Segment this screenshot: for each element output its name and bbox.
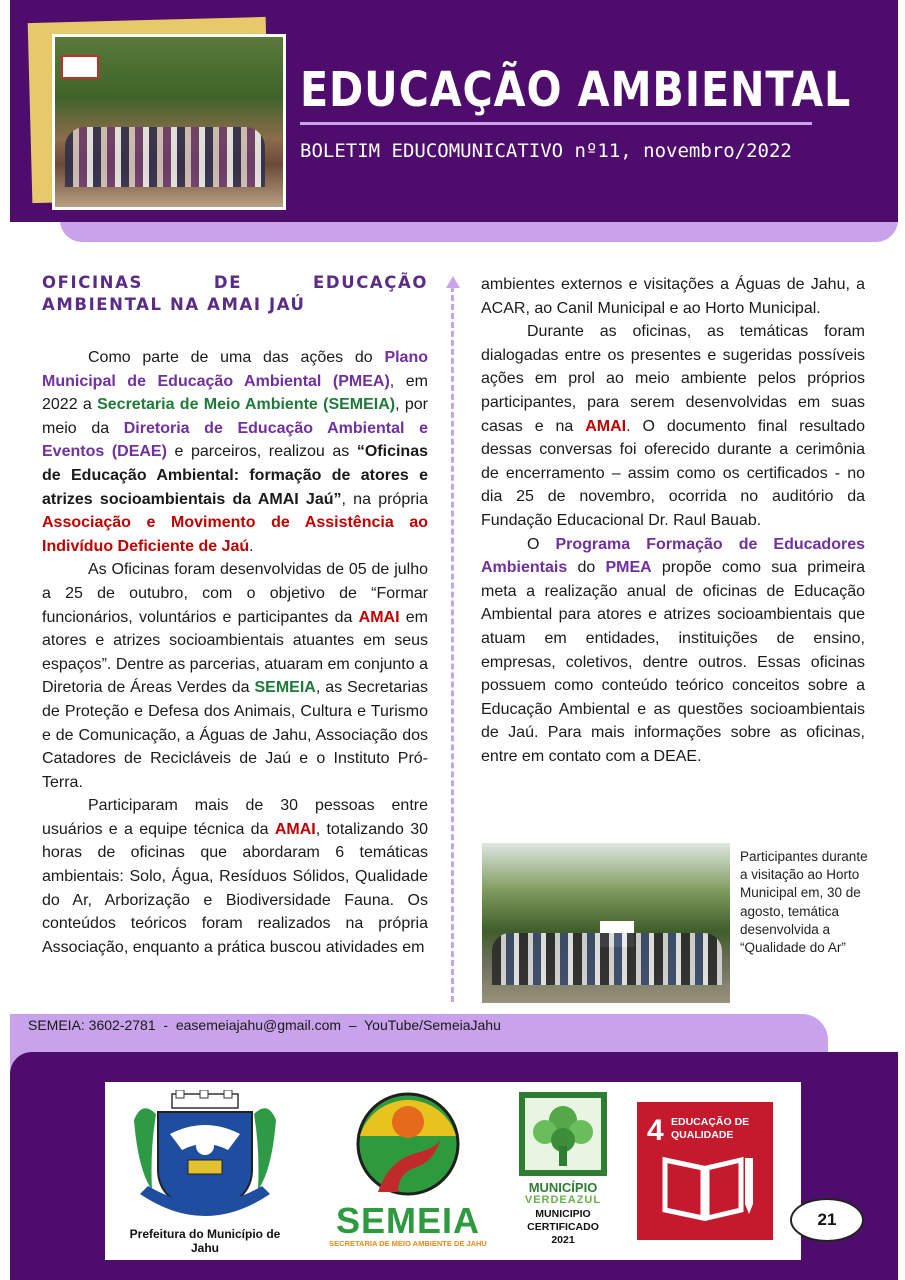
associacao-highlight: Associação e Movimento de Assistência ao Indivíduo Deficiente de Jaú [42, 514, 428, 555]
semeia-emblem-icon [318, 1092, 498, 1198]
ods-label: EDUCAÇÃO DE QUALIDADE [671, 1116, 750, 1141]
prefeitura-logo [120, 1090, 290, 1255]
semeia-highlight: SEMEIA [254, 679, 316, 697]
page-number: 21 [790, 1198, 864, 1242]
left-column [42, 272, 428, 959]
pmea-highlight: Plano Municipal de Educação Ambiental (PMEA) [42, 349, 428, 390]
semeia-highlight: Secretaria de Meio Ambiente (SEMEIA) [97, 396, 396, 414]
verde-municipio: MUNICÍPIO [528, 1180, 598, 1195]
paragraph-3: Participaram mais de 30 pessoas entre usuários e a equipe técnica da AMAI, totalizando 30 horas de oficinas que abordaram 6 temáticas ambientais: Solo, Água, Resíduos Sólidos, Qualidade do Ar, Arborização e Biodiversidade Fauna. Os conteúdos teóricos foram realizados na própria Associação, enquanto a prática buscou atividades em [42, 797, 428, 956]
title-underline [300, 122, 812, 125]
amai-highlight: AMAI [274, 820, 316, 838]
verde-certification: MUNICIPIO CERTIFICADO 2021 [527, 1208, 599, 1246]
verde-azul-logo [515, 1090, 611, 1250]
photo-sign [61, 55, 99, 79]
photo-people [65, 127, 265, 187]
pmea-highlight: PMEA [605, 559, 652, 577]
newsletter-subtitle: BOLETIM EDUCOMUNICATIVO nº11, novembro/2022 [300, 140, 792, 162]
paragraph-5: O Programa Formação de Educadores Ambientais do PMEA propõe como sua primeira meta a realização anual de oficinas de Educação Ambiental para atores e atrizes socioambientais que atuam em entidades, instituições de ensino, empresas, coletivos, dentre outros. Essas oficinas possuem como conteúdo teórico conceitos sobre a Educação Ambiental e as questões socioambientais de Jaú. Para mais informações sobre as oficinas, entre em contato com a DEAE. [481, 535, 866, 765]
contact-info: SEMEIA: 3602-2781 - easemeiajahu@gmail.com – YouTube/SemeiaJahu [28, 1017, 501, 1033]
photo-participants [492, 933, 722, 985]
paragraph-1: Como parte de uma das ações do Plano Municipal de Educação Ambiental (PMEA), em 2022 a Secretaria de Meio Ambiente (SEMEIA), por meio da Diretoria de Educação Ambiental e Eventos (DEAE) e parceiros, realizou as “Oficinas de Educação Ambiental: formação de atores e atrizes socioambientais da AMAI Jaú”, na própria Associação e Movimento de Assistência ao Indivíduo Deficiente de Jaú. [42, 349, 429, 555]
horto-visit-photo [482, 843, 730, 1003]
header-group-photo [52, 34, 286, 210]
newsletter-title: EDUCAÇÃO AMBIENTAL [300, 62, 852, 118]
verde-azul-label: VERDEAZUL [524, 1194, 602, 1206]
programa-highlight: Programa Formação de Educadores Ambientais [481, 535, 865, 577]
oficinas-title-highlight: “Oficinas de Educação Ambiental: formação de atores e atrizes socioambientais da AMAI Jaú” [42, 443, 428, 508]
semeia-wordmark: SEMEIA [335, 1200, 481, 1241]
paragraph-3-continued: ambientes externos e visitações a Águas de Jahu, a ACAR, ao Canil Municipal e ao Horto Municipal. [481, 276, 865, 317]
book-pencil-icon [637, 1102, 773, 1240]
semeia-logo [318, 1092, 498, 1252]
prefeitura-label: Prefeitura do Município de Jahu [129, 1227, 281, 1255]
right-column [481, 273, 865, 768]
tree-icon [515, 1090, 611, 1178]
semeia-subtitle: SECRETARIA DE MEIO AMBIENTE DE JAHU [329, 1239, 487, 1248]
ods-number: 4 [647, 1114, 664, 1147]
article-title: OFICINAS DE EDUCAÇÃO AMBIENTAL NA AMAI JAÚ [42, 273, 428, 314]
amai-highlight: AMAI [358, 608, 400, 626]
amai-highlight: AMAI [585, 417, 627, 435]
photo-caption: Participantes durante a visitação ao Horto Municipal em, 30 de agosto, temática desenvolvida a “Qualidade do Ar” [740, 849, 868, 956]
jahu-coat-of-arms-icon [120, 1090, 290, 1235]
deae-highlight: Diretoria de Educação Ambiental e Eventos (DEAE) [42, 419, 428, 461]
paragraph-2: As Oficinas foram desenvolvidas de 05 de julho a 25 de outubro, com o objetivo de “Formar funcionários, voluntários e participantes da AMAI em atores e atrizes socioambientais atuantes em seus espaços”. Dentre as parcerias, atuaram em conjunto a Diretoria de Áreas Verdes da SEMEIA, as Secretarias de Proteção e Defesa dos Animais, Cultura e Turismo e de Comunicação, a Águas de Jahu, Associação dos Catadores de Recicláveis de Jaú e o Instituto Pró-Terra. [42, 561, 429, 791]
paragraph-4: Durante as oficinas, as temáticas foram dialogadas entre os presentes e sugeridas possíveis ações em prol ao meio ambiente pelos próprios participantes, para serem desenvolvidas em suas casas e na AMAI. O documento final resultado dessas conversas foi oferecido durante a cerimônia de encerramento – assim como os certificados - no dia 25 de novembro, ocorrida no auditório da Fundação Educacional Dr. Raul Bauab. [481, 323, 865, 529]
ods-4-logo [637, 1102, 773, 1240]
column-divider [451, 286, 454, 1002]
